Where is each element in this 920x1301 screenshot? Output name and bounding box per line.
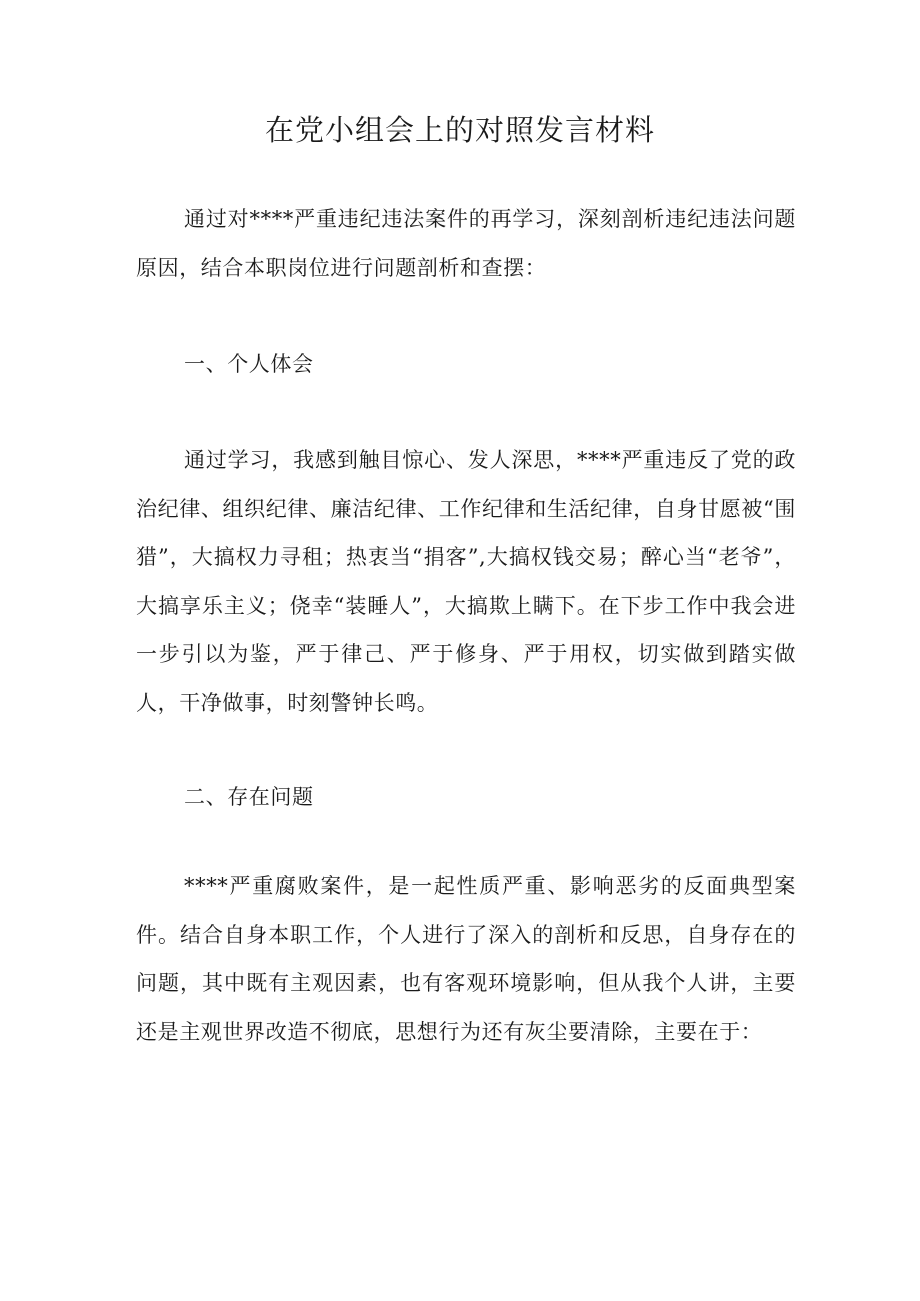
- section-heading-existing-problems: 二、存在问题: [184, 785, 314, 809]
- document-title: 在党小组会上的对照发言材料: [264, 113, 655, 147]
- section-heading-personal-experience: 一、个人体会: [184, 352, 314, 376]
- section-body-existing-problems: ****严重腐败案件，是一起性质严重、影响恶劣的反面典型案件。结合自身本职工作，个人进行了深入的剖析和反思，自身存在的问题，其中既有主观因素，也有客观环境影响，但从我个人讲，主要还是主观世界改造不彻底，思想行为还有灰尘要清除，主要在于：: [136, 874, 796, 1044]
- intro-paragraph: 通过对****严重违纪违法案件的再学习，深刻剖析违纪违法问题原因，结合本职岗位进行问题剖析和查摆：: [136, 207, 796, 280]
- section-body-personal-experience: 通过学习，我感到触目惊心、发人深思，****严重违反了党的政治纪律、组织纪律、廉洁纪律、工作纪律和生活纪律，自身甘愿被“围猎”，大搞权力寻租；热衷当“捐客”,大搞权钱交易；醉心当“老爷”，大搞享乐主义；侥幸“装睡人”，大搞欺上瞒下。在下步工作中我会进一步引以为鉴，严于律己、严于修身、严于用权，切实做到踏实做人，干净做事，时刻警钟长鸣。: [136, 448, 796, 715]
